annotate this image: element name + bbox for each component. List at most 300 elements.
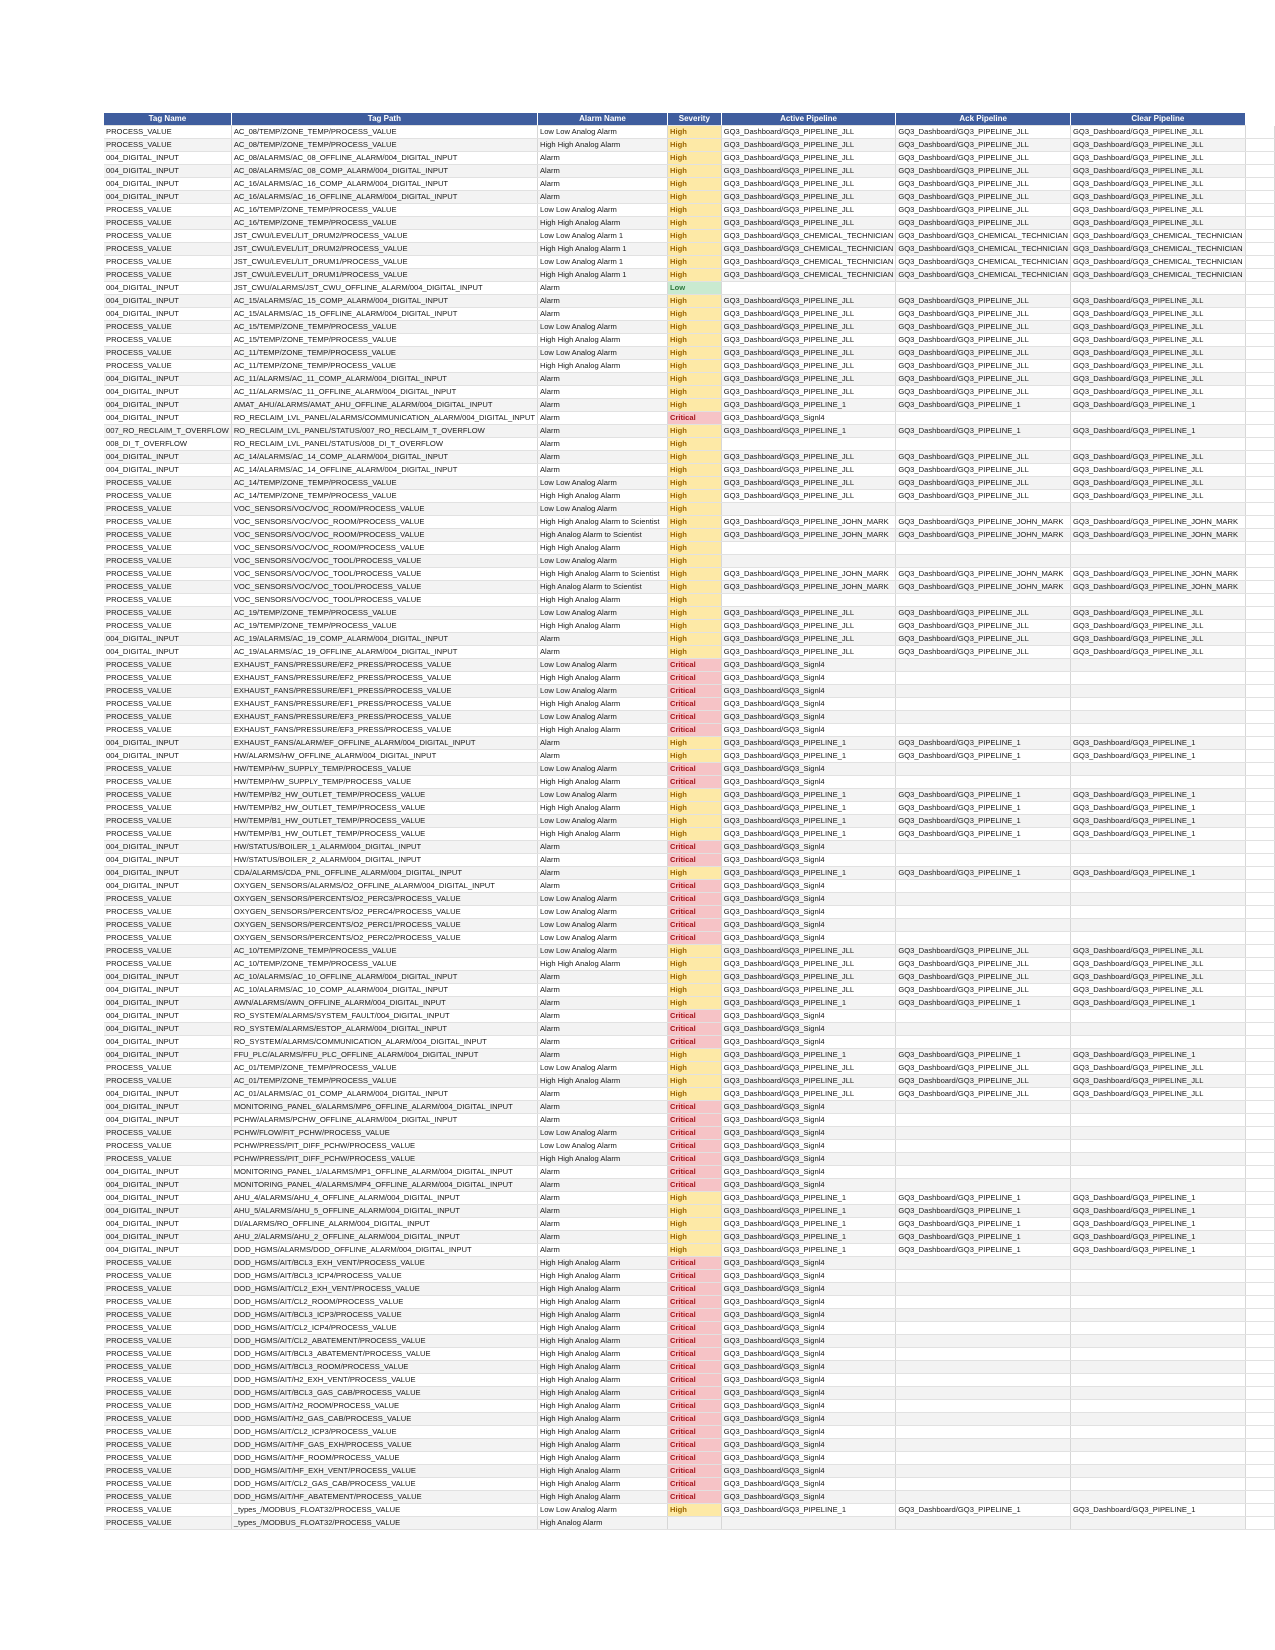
severity-cell: High [667,1062,721,1075]
table-row [104,1127,1275,1140]
severity-cell: High [667,321,721,334]
active-pipeline-cell: GQ3_Dashboard/GQ3_PIPELINE_1 [721,997,896,1010]
tag-path-cell: DOD_HGMS/ALARMS/DOD_OFFLINE_ALARM/004_DIGITAL_INPUT [231,1244,537,1257]
alarm-name-cell: Alarm [537,425,667,438]
alarm-name-cell: Alarm [537,1179,667,1192]
ack-pipeline-cell [896,1101,1071,1114]
alarm-name-cell: Alarm [537,178,667,191]
tag-path-cell: VOC_SENSORS/VOC/VOC_TOOL/PROCESS_VALUE [231,594,537,607]
ack-pipeline-cell: GQ3_Dashboard/GQ3_PIPELINE_JLL [896,360,1071,373]
alarm-name-cell: Alarm [537,854,667,867]
tag-path-cell: AC_11/ALARMS/AC_11_COMP_ALARM/004_DIGITAL_INPUT [231,373,537,386]
table-row [104,919,1275,932]
alarm-name-cell: High Analog Alarm to Scientist [537,529,667,542]
tag-name-cell: PROCESS_VALUE [104,490,231,503]
ack-pipeline-cell [896,1166,1071,1179]
clear-pipeline-cell: GQ3_Dashboard/GQ3_PIPELINE_JLL [1071,165,1246,178]
clear-pipeline-cell [1071,555,1246,568]
active-pipeline-cell: GQ3_Dashboard/GQ3_Signl4 [721,1478,896,1491]
active-pipeline-cell [721,542,896,555]
ack-pipeline-cell: GQ3_Dashboard/GQ3_CHEMICAL_TECHNICIAN [896,256,1071,269]
tag-path-cell: AC_16/TEMP/ZONE_TEMP/PROCESS_VALUE [231,204,537,217]
severity-cell: Critical [667,893,721,906]
empty-cell [1245,997,1274,1010]
severity-cell: Critical [667,1140,721,1153]
clear-pipeline-cell [1071,854,1246,867]
active-pipeline-cell: GQ3_Dashboard/GQ3_PIPELINE_JLL [721,945,896,958]
clear-pipeline-cell: GQ3_Dashboard/GQ3_PIPELINE_JLL [1071,1062,1246,1075]
empty-cell [1245,646,1274,659]
empty-cell [1245,906,1274,919]
clear-pipeline-cell [1071,438,1246,451]
active-pipeline-cell: GQ3_Dashboard/GQ3_PIPELINE_1 [721,1218,896,1231]
table-row [104,971,1275,984]
clear-pipeline-cell [1071,1257,1246,1270]
tag-path-cell: AC_10/ALARMS/AC_10_COMP_ALARM/004_DIGITAL_INPUT [231,984,537,997]
table-row [104,347,1275,360]
table-row [104,321,1275,334]
active-pipeline-cell: GQ3_Dashboard/GQ3_PIPELINE_JLL [721,217,896,230]
table-row [104,152,1275,165]
active-pipeline-cell [721,282,896,295]
severity-cell: High [667,152,721,165]
table-row [104,1023,1275,1036]
table-row [104,1426,1275,1439]
severity-cell: High [667,1218,721,1231]
severity-cell: High [667,1192,721,1205]
ack-pipeline-cell [896,1270,1071,1283]
alarm-name-cell: Low Low Analog Alarm [537,932,667,945]
active-pipeline-cell: GQ3_Dashboard/GQ3_CHEMICAL_TECHNICIAN [721,256,896,269]
alarm-name-cell: High High Analog Alarm [537,1387,667,1400]
clear-pipeline-cell [1071,1036,1246,1049]
empty-cell [1245,672,1274,685]
active-pipeline-cell: GQ3_Dashboard/GQ3_PIPELINE_JLL [721,373,896,386]
alarm-name-cell: Alarm [537,1023,667,1036]
active-pipeline-cell: GQ3_Dashboard/GQ3_Signl4 [721,763,896,776]
table-row [104,1478,1275,1491]
table-row [104,1049,1275,1062]
clear-pipeline-cell: GQ3_Dashboard/GQ3_PIPELINE_1 [1071,1218,1246,1231]
table-row [104,685,1275,698]
table-row [104,581,1275,594]
tag-path-cell: EXHAUST_FANS/PRESSURE/EF1_PRESS/PROCESS_VALUE [231,698,537,711]
tag-path-cell: HW/TEMP/HW_SUPPLY_TEMP/PROCESS_VALUE [231,763,537,776]
alarm-name-cell: High High Analog Alarm [537,1413,667,1426]
active-pipeline-cell [721,1517,896,1530]
empty-cell [1245,334,1274,347]
ack-pipeline-cell [896,1478,1071,1491]
active-pipeline-cell: GQ3_Dashboard/GQ3_PIPELINE_1 [721,750,896,763]
tag-path-cell: AC_16/ALARMS/AC_16_OFFLINE_ALARM/004_DIGITAL_INPUT [231,191,537,204]
ack-pipeline-cell: GQ3_Dashboard/GQ3_PIPELINE_JLL [896,633,1071,646]
table-row [104,1439,1275,1452]
tag-name-cell: 004_DIGITAL_INPUT [104,1244,231,1257]
ack-pipeline-cell: GQ3_Dashboard/GQ3_PIPELINE_JLL [896,1062,1071,1075]
clear-pipeline-cell: GQ3_Dashboard/GQ3_PIPELINE_1 [1071,802,1246,815]
active-pipeline-cell: GQ3_Dashboard/GQ3_Signl4 [721,1335,896,1348]
tag-path-cell: DOD_HGMS/AIT/CL2_ABATEMENT/PROCESS_VALUE [231,1335,537,1348]
alarm-name-cell: Alarm [537,451,667,464]
alarm-name-cell: High High Analog Alarm [537,672,667,685]
active-pipeline-cell: GQ3_Dashboard/GQ3_PIPELINE_JLL [721,152,896,165]
severity-cell: Critical [667,1465,721,1478]
table-row [104,1140,1275,1153]
tag-path-cell: EXHAUST_FANS/PRESSURE/EF3_PRESS/PROCESS_VALUE [231,724,537,737]
severity-cell: High [667,204,721,217]
clear-pipeline-cell [1071,1452,1246,1465]
ack-pipeline-cell [896,1361,1071,1374]
severity-cell: Critical [667,1387,721,1400]
ack-pipeline-cell [896,555,1071,568]
empty-cell [1245,243,1274,256]
tag-name-cell: 004_DIGITAL_INPUT [104,373,231,386]
empty-cell [1245,685,1274,698]
alarm-name-cell: Alarm [537,1218,667,1231]
active-pipeline-cell: GQ3_Dashboard/GQ3_PIPELINE_JLL [721,1088,896,1101]
empty-cell [1245,451,1274,464]
table-row [104,906,1275,919]
empty-cell [1245,1465,1274,1478]
tag-name-cell: 004_DIGITAL_INPUT [104,152,231,165]
alarm-name-cell: High High Analog Alarm [537,490,667,503]
alarm-name-cell: Low Low Analog Alarm [537,607,667,620]
active-pipeline-cell: GQ3_Dashboard/GQ3_Signl4 [721,919,896,932]
clear-pipeline-cell: GQ3_Dashboard/GQ3_PIPELINE_JLL [1071,126,1246,139]
empty-cell [1245,763,1274,776]
clear-pipeline-cell: GQ3_Dashboard/GQ3_PIPELINE_1 [1071,1504,1246,1517]
severity-cell: High [667,217,721,230]
active-pipeline-cell: GQ3_Dashboard/GQ3_Signl4 [721,1400,896,1413]
ack-pipeline-cell: GQ3_Dashboard/GQ3_PIPELINE_1 [896,1049,1071,1062]
tag-path-cell: DOD_HGMS/AIT/H2_ROOM/PROCESS_VALUE [231,1400,537,1413]
severity-cell: High [667,464,721,477]
clear-pipeline-cell: GQ3_Dashboard/GQ3_PIPELINE_JLL [1071,191,1246,204]
active-pipeline-cell: GQ3_Dashboard/GQ3_Signl4 [721,880,896,893]
ack-pipeline-cell: GQ3_Dashboard/GQ3_PIPELINE_JLL [896,451,1071,464]
ack-pipeline-cell [896,282,1071,295]
active-pipeline-cell: GQ3_Dashboard/GQ3_CHEMICAL_TECHNICIAN [721,269,896,282]
alarm-name-cell: High High Analog Alarm [537,1374,667,1387]
alarm-name-cell: Low Low Analog Alarm [537,685,667,698]
empty-cell [1245,724,1274,737]
alarm-name-cell: Alarm [537,1114,667,1127]
empty-cell [1245,126,1274,139]
ack-pipeline-cell [896,1023,1071,1036]
tag-name-cell: 004_DIGITAL_INPUT [104,633,231,646]
severity-cell: High [667,399,721,412]
clear-pipeline-cell: GQ3_Dashboard/GQ3_PIPELINE_JLL [1071,646,1246,659]
severity-cell: High [667,815,721,828]
table-row [104,594,1275,607]
alarm-name-cell: High High Analog Alarm [537,1257,667,1270]
active-pipeline-cell [721,438,896,451]
clear-pipeline-cell: GQ3_Dashboard/GQ3_PIPELINE_JOHN_MARK [1071,581,1246,594]
tag-name-cell: 004_DIGITAL_INPUT [104,971,231,984]
tag-path-cell: DOD_HGMS/AIT/BCL3_ICP4/PROCESS_VALUE [231,1270,537,1283]
clear-pipeline-cell: GQ3_Dashboard/GQ3_PIPELINE_JLL [1071,490,1246,503]
active-pipeline-cell: GQ3_Dashboard/GQ3_Signl4 [721,841,896,854]
ack-pipeline-cell: GQ3_Dashboard/GQ3_CHEMICAL_TECHNICIAN [896,243,1071,256]
active-pipeline-cell: GQ3_Dashboard/GQ3_PIPELINE_JLL [721,477,896,490]
empty-cell [1245,139,1274,152]
active-pipeline-cell: GQ3_Dashboard/GQ3_Signl4 [721,1114,896,1127]
tag-path-cell: JST_CWU/LEVEL/LIT_DRUM1/PROCESS_VALUE [231,256,537,269]
alarm-name-cell: Low Low Analog Alarm [537,126,667,139]
empty-cell [1245,1413,1274,1426]
tag-name-cell: PROCESS_VALUE [104,724,231,737]
severity-cell: High [667,529,721,542]
tag-path-cell: DOD_HGMS/AIT/HF_ABATEMENT/PROCESS_VALUE [231,1491,537,1504]
table-row [104,1413,1275,1426]
active-pipeline-cell: GQ3_Dashboard/GQ3_PIPELINE_JLL [721,984,896,997]
empty-cell [1245,633,1274,646]
severity-cell: High [667,867,721,880]
clear-pipeline-cell [1071,1374,1246,1387]
clear-pipeline-cell: GQ3_Dashboard/GQ3_PIPELINE_1 [1071,789,1246,802]
active-pipeline-cell: GQ3_Dashboard/GQ3_PIPELINE_1 [721,815,896,828]
tag-name-cell: 004_DIGITAL_INPUT [104,191,231,204]
tag-path-cell: AC_14/ALARMS/AC_14_OFFLINE_ALARM/004_DIGITAL_INPUT [231,464,537,477]
severity-cell: High [667,139,721,152]
ack-pipeline-cell [896,1413,1071,1426]
severity-cell: Critical [667,854,721,867]
ack-pipeline-cell: GQ3_Dashboard/GQ3_PIPELINE_1 [896,425,1071,438]
ack-pipeline-cell: GQ3_Dashboard/GQ3_PIPELINE_1 [896,997,1071,1010]
ack-pipeline-cell [896,1309,1071,1322]
tag-path-cell: AC_19/ALARMS/AC_19_OFFLINE_ALARM/004_DIGITAL_INPUT [231,646,537,659]
table-row [104,516,1275,529]
alarm-name-cell: Alarm [537,1036,667,1049]
active-pipeline-cell [721,503,896,516]
tag-name-cell: PROCESS_VALUE [104,659,231,672]
active-pipeline-cell: GQ3_Dashboard/GQ3_Signl4 [721,1036,896,1049]
active-pipeline-cell: GQ3_Dashboard/GQ3_Signl4 [721,1413,896,1426]
table-row [104,529,1275,542]
alarm-name-cell: Alarm [537,1192,667,1205]
table-row [104,438,1275,451]
alarm-name-cell: High High Analog Alarm [537,217,667,230]
tag-path-cell: DOD_HGMS/AIT/BCL3_ABATEMENT/PROCESS_VALUE [231,1348,537,1361]
active-pipeline-cell: GQ3_Dashboard/GQ3_PIPELINE_JLL [721,386,896,399]
clear-pipeline-cell [1071,542,1246,555]
severity-cell: High [667,633,721,646]
tag-path-cell: DOD_HGMS/AIT/HF_ROOM/PROCESS_VALUE [231,1452,537,1465]
alarm-name-cell: High High Analog Alarm [537,1153,667,1166]
clear-pipeline-cell: GQ3_Dashboard/GQ3_PIPELINE_JLL [1071,204,1246,217]
tag-name-cell: PROCESS_VALUE [104,893,231,906]
table-row [104,776,1275,789]
tag-path-cell: DOD_HGMS/AIT/BCL3_EXH_VENT/PROCESS_VALUE [231,1257,537,1270]
tag-name-cell: PROCESS_VALUE [104,1257,231,1270]
active-pipeline-cell: GQ3_Dashboard/GQ3_PIPELINE_JLL [721,607,896,620]
severity-cell: High [667,1049,721,1062]
column-header-ack-pipeline: Ack Pipeline [896,113,1071,126]
severity-cell: High [667,386,721,399]
ack-pipeline-cell: GQ3_Dashboard/GQ3_PIPELINE_JLL [896,165,1071,178]
active-pipeline-cell: GQ3_Dashboard/GQ3_Signl4 [721,659,896,672]
tag-path-cell: VOC_SENSORS/VOC/VOC_TOOL/PROCESS_VALUE [231,581,537,594]
table-row [104,295,1275,308]
severity-cell: High [667,308,721,321]
empty-cell [1245,919,1274,932]
table-row [104,997,1275,1010]
empty-cell [1245,776,1274,789]
alarm-name-cell: Low Low Analog Alarm [537,919,667,932]
alarm-name-cell: High High Analog Alarm [537,1491,667,1504]
severity-cell: High [667,1244,721,1257]
active-pipeline-cell: GQ3_Dashboard/GQ3_Signl4 [721,1491,896,1504]
ack-pipeline-cell: GQ3_Dashboard/GQ3_PIPELINE_JLL [896,1075,1071,1088]
tag-name-cell: PROCESS_VALUE [104,1062,231,1075]
tag-name-cell: PROCESS_VALUE [104,269,231,282]
tag-name-cell: PROCESS_VALUE [104,542,231,555]
active-pipeline-cell: GQ3_Dashboard/GQ3_Signl4 [721,1374,896,1387]
tag-path-cell: PCHW/FLOW/FIT_PCHW/PROCESS_VALUE [231,1127,537,1140]
ack-pipeline-cell [896,1283,1071,1296]
tag-path-cell: AHU_2/ALARMS/AHU_2_OFFLINE_ALARM/004_DIGITAL_INPUT [231,1231,537,1244]
empty-cell [1245,282,1274,295]
severity-cell: Critical [667,1426,721,1439]
alarm-name-cell: High High Analog Alarm [537,724,667,737]
empty-cell [1245,1140,1274,1153]
ack-pipeline-cell: GQ3_Dashboard/GQ3_PIPELINE_JLL [896,334,1071,347]
empty-cell [1245,217,1274,230]
empty-cell [1245,425,1274,438]
severity-cell: High [667,737,721,750]
active-pipeline-cell: GQ3_Dashboard/GQ3_PIPELINE_JLL [721,971,896,984]
tag-path-cell: AMAT_AHU/ALARMS/AMAT_AHU_OFFLINE_ALARM/004_DIGITAL_INPUT [231,399,537,412]
tag-path-cell: CDA/ALARMS/CDA_PNL_OFFLINE_ALARM/004_DIGITAL_INPUT [231,867,537,880]
clear-pipeline-cell [1071,412,1246,425]
ack-pipeline-cell: GQ3_Dashboard/GQ3_PIPELINE_1 [896,867,1071,880]
empty-cell [1245,1192,1274,1205]
clear-pipeline-cell: GQ3_Dashboard/GQ3_PIPELINE_1 [1071,399,1246,412]
table-row [104,646,1275,659]
clear-pipeline-cell [1071,1296,1246,1309]
alarm-name-cell: Low Low Analog Alarm [537,204,667,217]
ack-pipeline-cell [896,854,1071,867]
alarm-name-cell: High High Analog Alarm [537,334,667,347]
empty-cell [1245,555,1274,568]
table-row [104,1010,1275,1023]
clear-pipeline-cell: GQ3_Dashboard/GQ3_PIPELINE_JLL [1071,178,1246,191]
tag-path-cell: AC_08/ALARMS/AC_08_OFFLINE_ALARM/004_DIGITAL_INPUT [231,152,537,165]
empty-cell [1245,1127,1274,1140]
clear-pipeline-cell [1071,1023,1246,1036]
alarm-name-cell: Low Low Analog Alarm [537,477,667,490]
ack-pipeline-cell: GQ3_Dashboard/GQ3_PIPELINE_1 [896,399,1071,412]
tag-path-cell: AC_19/TEMP/ZONE_TEMP/PROCESS_VALUE [231,620,537,633]
ack-pipeline-cell: GQ3_Dashboard/GQ3_PIPELINE_JLL [896,308,1071,321]
empty-cell [1245,1439,1274,1452]
alarm-name-cell: Low Low Analog Alarm [537,1127,667,1140]
tag-name-cell: 004_DIGITAL_INPUT [104,1023,231,1036]
empty-cell [1245,542,1274,555]
severity-cell: Critical [667,1010,721,1023]
tag-name-cell: PROCESS_VALUE [104,607,231,620]
empty-cell [1245,503,1274,516]
alarm-name-cell: Alarm [537,1166,667,1179]
severity-cell: Low [667,282,721,295]
table-row [104,568,1275,581]
ack-pipeline-cell [896,724,1071,737]
tag-name-cell: PROCESS_VALUE [104,334,231,347]
alarm-name-cell: High High Analog Alarm [537,1283,667,1296]
tag-path-cell: MONITORING_PANEL_1/ALARMS/MP1_OFFLINE_ALARM/004_DIGITAL_INPUT [231,1166,537,1179]
ack-pipeline-cell: GQ3_Dashboard/GQ3_PIPELINE_JLL [896,477,1071,490]
tag-path-cell: JST_CWU/LEVEL/LIT_DRUM2/PROCESS_VALUE [231,230,537,243]
alarm-name-cell: High High Analog Alarm [537,1465,667,1478]
alarm-name-cell: High High Analog Alarm to Scientist [537,516,667,529]
table-row [104,620,1275,633]
empty-cell [1245,1166,1274,1179]
empty-cell [1245,841,1274,854]
alarm-name-cell: High High Analog Alarm to Scientist [537,568,667,581]
ack-pipeline-cell: GQ3_Dashboard/GQ3_PIPELINE_JLL [896,204,1071,217]
active-pipeline-cell: GQ3_Dashboard/GQ3_PIPELINE_JLL [721,633,896,646]
active-pipeline-cell: GQ3_Dashboard/GQ3_Signl4 [721,412,896,425]
clear-pipeline-cell [1071,919,1246,932]
tag-name-cell: PROCESS_VALUE [104,256,231,269]
clear-pipeline-cell [1071,1153,1246,1166]
ack-pipeline-cell: GQ3_Dashboard/GQ3_PIPELINE_1 [896,802,1071,815]
active-pipeline-cell: GQ3_Dashboard/GQ3_Signl4 [721,1179,896,1192]
ack-pipeline-cell: GQ3_Dashboard/GQ3_PIPELINE_1 [896,815,1071,828]
table-row [104,633,1275,646]
alarm-name-cell: Alarm [537,633,667,646]
column-header-active-pipeline: Active Pipeline [721,113,896,126]
alarm-name-cell: High High Analog Alarm [537,1335,667,1348]
alarm-name-cell: Low Low Analog Alarm [537,659,667,672]
active-pipeline-cell: GQ3_Dashboard/GQ3_Signl4 [721,854,896,867]
table-row [104,737,1275,750]
tag-name-cell: PROCESS_VALUE [104,1465,231,1478]
ack-pipeline-cell [896,1257,1071,1270]
table-row [104,1166,1275,1179]
severity-cell: High [667,945,721,958]
table-row [104,802,1275,815]
clear-pipeline-cell: GQ3_Dashboard/GQ3_PIPELINE_JLL [1071,1088,1246,1101]
tag-path-cell: AC_14/TEMP/ZONE_TEMP/PROCESS_VALUE [231,477,537,490]
active-pipeline-cell [721,555,896,568]
ack-pipeline-cell: GQ3_Dashboard/GQ3_PIPELINE_JLL [896,464,1071,477]
table-row [104,1374,1275,1387]
active-pipeline-cell: GQ3_Dashboard/GQ3_Signl4 [721,672,896,685]
tag-path-cell: AC_11/TEMP/ZONE_TEMP/PROCESS_VALUE [231,360,537,373]
clear-pipeline-cell [1071,1335,1246,1348]
clear-pipeline-cell [1071,1361,1246,1374]
alarm-name-cell: Alarm [537,1231,667,1244]
table-row [104,1270,1275,1283]
table-row [104,230,1275,243]
table-row [104,1465,1275,1478]
clear-pipeline-cell: GQ3_Dashboard/GQ3_CHEMICAL_TECHNICIAN [1071,243,1246,256]
active-pipeline-cell: GQ3_Dashboard/GQ3_Signl4 [721,1426,896,1439]
active-pipeline-cell: GQ3_Dashboard/GQ3_PIPELINE_JOHN_MARK [721,568,896,581]
tag-path-cell: DOD_HGMS/AIT/CL2_ROOM/PROCESS_VALUE [231,1296,537,1309]
ack-pipeline-cell [896,1140,1071,1153]
ack-pipeline-cell: GQ3_Dashboard/GQ3_PIPELINE_JOHN_MARK [896,529,1071,542]
clear-pipeline-cell: GQ3_Dashboard/GQ3_PIPELINE_1 [1071,1192,1246,1205]
tag-name-cell: PROCESS_VALUE [104,1439,231,1452]
severity-cell: Critical [667,1257,721,1270]
severity-cell: Critical [667,1114,721,1127]
ack-pipeline-cell [896,1296,1071,1309]
column-header-tag-path: Tag Path [231,113,537,126]
table-row [104,1361,1275,1374]
tag-name-cell: PROCESS_VALUE [104,1335,231,1348]
